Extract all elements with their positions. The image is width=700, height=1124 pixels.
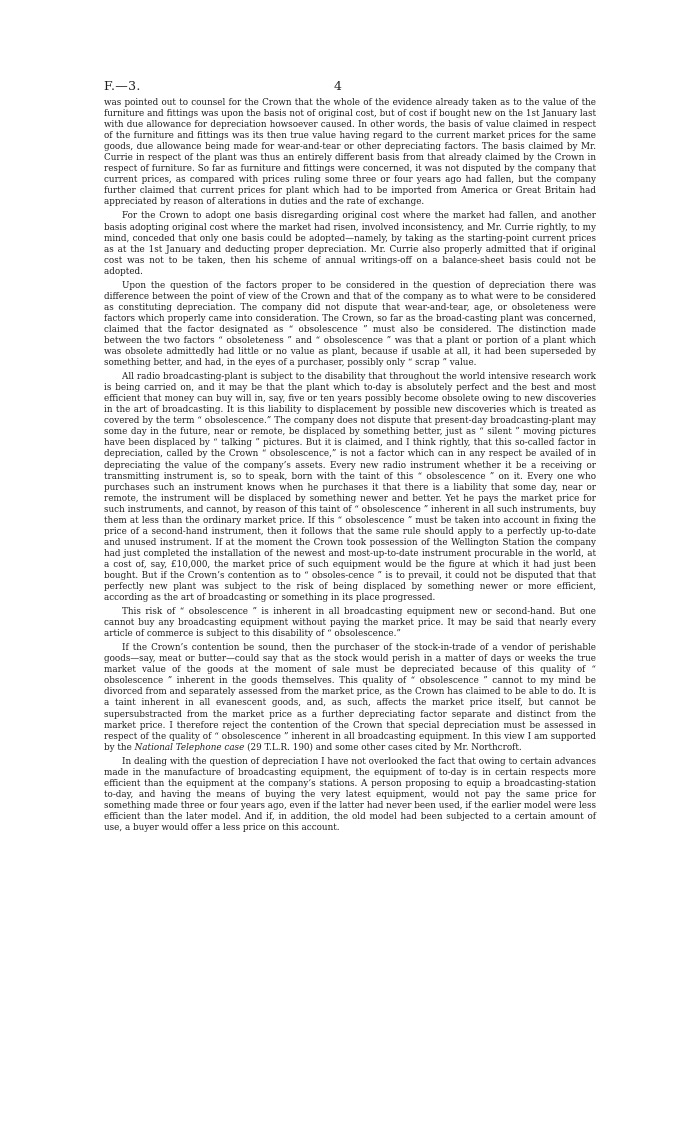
- paragraph-4: All radio broadcasting-plant is subject to the disability that throughout the world intensive research work is being carried on, and it may be that the plant which to-day is absolutely perfect and the best and most efficient that money can buy will in, say, five or ten years possibly become obsolete owing to new discoveries in the art of broadcasting. It is this liability to displacement by possible new discoveries which is treated as covered by the term “ obsolescence.” The company does not dispute that present-day broadcasting-plant may some day in the future, near or remote, be displaced by something better, just as “ silent ” moving pictures have been displaced by “ talking ” pictures. But it is claimed, and I think rightly, that this so-called factor in depreciation, called by the Crown “ obsolescence,” is not a factor which can in any respect be availed of in depreciating the value of the company’s assets. Every new radio instrument whether it be a receiving or transmitting instrument is, so to speak, born with the taint of this “ obsolescence ” on it. Every one who purchases such an instrument knows when he purchases it that there is a liability that some day, near or remote, the instrument will be displaced by something newer and better. Yet he pays the market price for such instruments, and cannot, by reason of this taint of “ obsolescence ” inherent in all such instruments, buy them at less than the ordinary market price. If this “ obsolescence ” must be taken into account in fixing the price of a second-hand instrument, then it follows that the same rule should apply to a perfectly up-to-date and unused instrument. If at the moment the Crown took possession of the Wellington Station the company had just completed the installation of the newest and most-up-to-date instrument procurable in the world, at a cost of, say, £10,000, the market price of such equipment would be the figure at which it had just been bought. But if the Crown’s contention as to “ obsoles-cence ” is to prevail, it could not be disputed that that perfectly new plant was subject to the risk of being displaced by something newer or more efficient, according as the art of broadcasting or something in its place progressed.: [104, 372, 596, 604]
- case-citation: National Telephone case: [134, 742, 245, 753]
- document-reference: F.—3.: [104, 78, 141, 93]
- paragraph-1: was pointed out to counsel for the Crown that the whole of the evidence already taken as to the value of the furniture and fittings was upon the basis not of original cost, but of cost if bought new on the 1st January last with due allowance for depreciation howsoever caused. In other words, the basis of value claimed in respect of the furniture and fittings was its then true value having regard to the current market prices for the same goods, due allowance being made for wear-and-tear or other depreciating factors. The basis claimed by Mr. Currie in respect of the plant was thus an entirely different basis from that already claimed by the Crown in respect of furniture. So far as furniture and fittings were concerned, it was not disputed by the company that current prices, as compared with prices ruling some three or four years ago had fallen, but the company further claimed that current prices for plant which had to be imported from America or Great Britain had appreciated by reason of alterations in duties and the rate of exchange.: [104, 98, 596, 208]
- paragraph-3: Upon the question of the factors proper to be considered in the question of depreciation there was difference between the point of view of the Crown and that of the company as to what were to be considered as constituting depreciation. The company did not dispute that wear-and-tear, age, or obsoleteness were factors which properly came into consideration. The Crown, so far as the broad-casting plant was concerned, claimed that the factor designated as “ obsolescence ” must also be considered. The distinction made between the two factors “ obsoleteness ” and “ obsolescence ” was that a plant or portion of a plant which was obsolete admittedly had little or no value as plant, because if usable at all, it had been superseded by something better, and had, in the eyes of a purchaser, possibly only “ scrap ” value.: [104, 280, 596, 369]
- paragraph-6-text-b: (29 T.L.R. 190) and some other cases cited by Mr. Northcroft.: [244, 742, 522, 753]
- paragraph-5: This risk of “ obsolescence ” is inherent in all broadcasting equipment new or second-hand. But one cannot buy any broadcasting equipment without paying the market price. It may be said that nearly every article of commerce is subject to this disability of “ obsolescence.”: [104, 607, 596, 640]
- paragraph-2: For the Crown to adopt one basis disregarding original cost where the market had fallen, and another basis adopting original cost where the market had risen, involved inconsistency, and Mr. Currie rightly, to my mind, conceded that only one basis could be adopted—namely, by taking as the starting-point current prices as at the 1st January and deducting proper depreciation. Mr. Currie also properly admitted that if original cost was not to be taken, then his scheme of annual writings-off on a balance-sheet basis could not be adopted.: [104, 211, 596, 277]
- paragraph-6-text-a: If the Crown’s contention be sound, then the purchaser of the stock-in-trade of a vendor of perishable goods—say, meat or butter—could say that as the stock would perish in a matter of days or weeks the true market value of the goods at the moment of sale must be depreciated because of this quality of “ obsolescence ” inherent in the goods themselves. This quality of “ obsolescence ” cannot to my mind be divorced from and separately assessed from the market price, as the Crown has claimed to be able to do. It is a taint inherent in all evanescent goods, and, as such, affects the market price itself, but cannot be supersubstracted from the market price as a further depreciating factor separate and distinct from the market price. I therefore reject the contention of the Crown that special depreciation must be assessed in respect of the quality of “ obsolescence ” inherent in all broadcasting equipment. In this view I am supported by the: [104, 643, 596, 753]
- page-number: 4: [334, 78, 343, 93]
- paragraph-6: [104, 643, 596, 753]
- document-body: [104, 98, 596, 837]
- paragraph-7: In dealing with the question of depreciation I have not overlooked the fact that owing to certain advances made in the manufacture of broadcasting equipment, the equipment of to-day is in certain respects more efficient than the equipment at the company’s stations. A person proposing to equip a broadcasting-station to-day, and having the means of buying the very latest equipment, would not pay the same price for something made three or four years ago, even if the latter had never been used, if the earlier model were less efficient than the later model. And if, in addition, the old model had been subjected to a certain amount of use, a buyer would offer a less price on this account.: [104, 756, 596, 833]
- page-header: [104, 78, 596, 94]
